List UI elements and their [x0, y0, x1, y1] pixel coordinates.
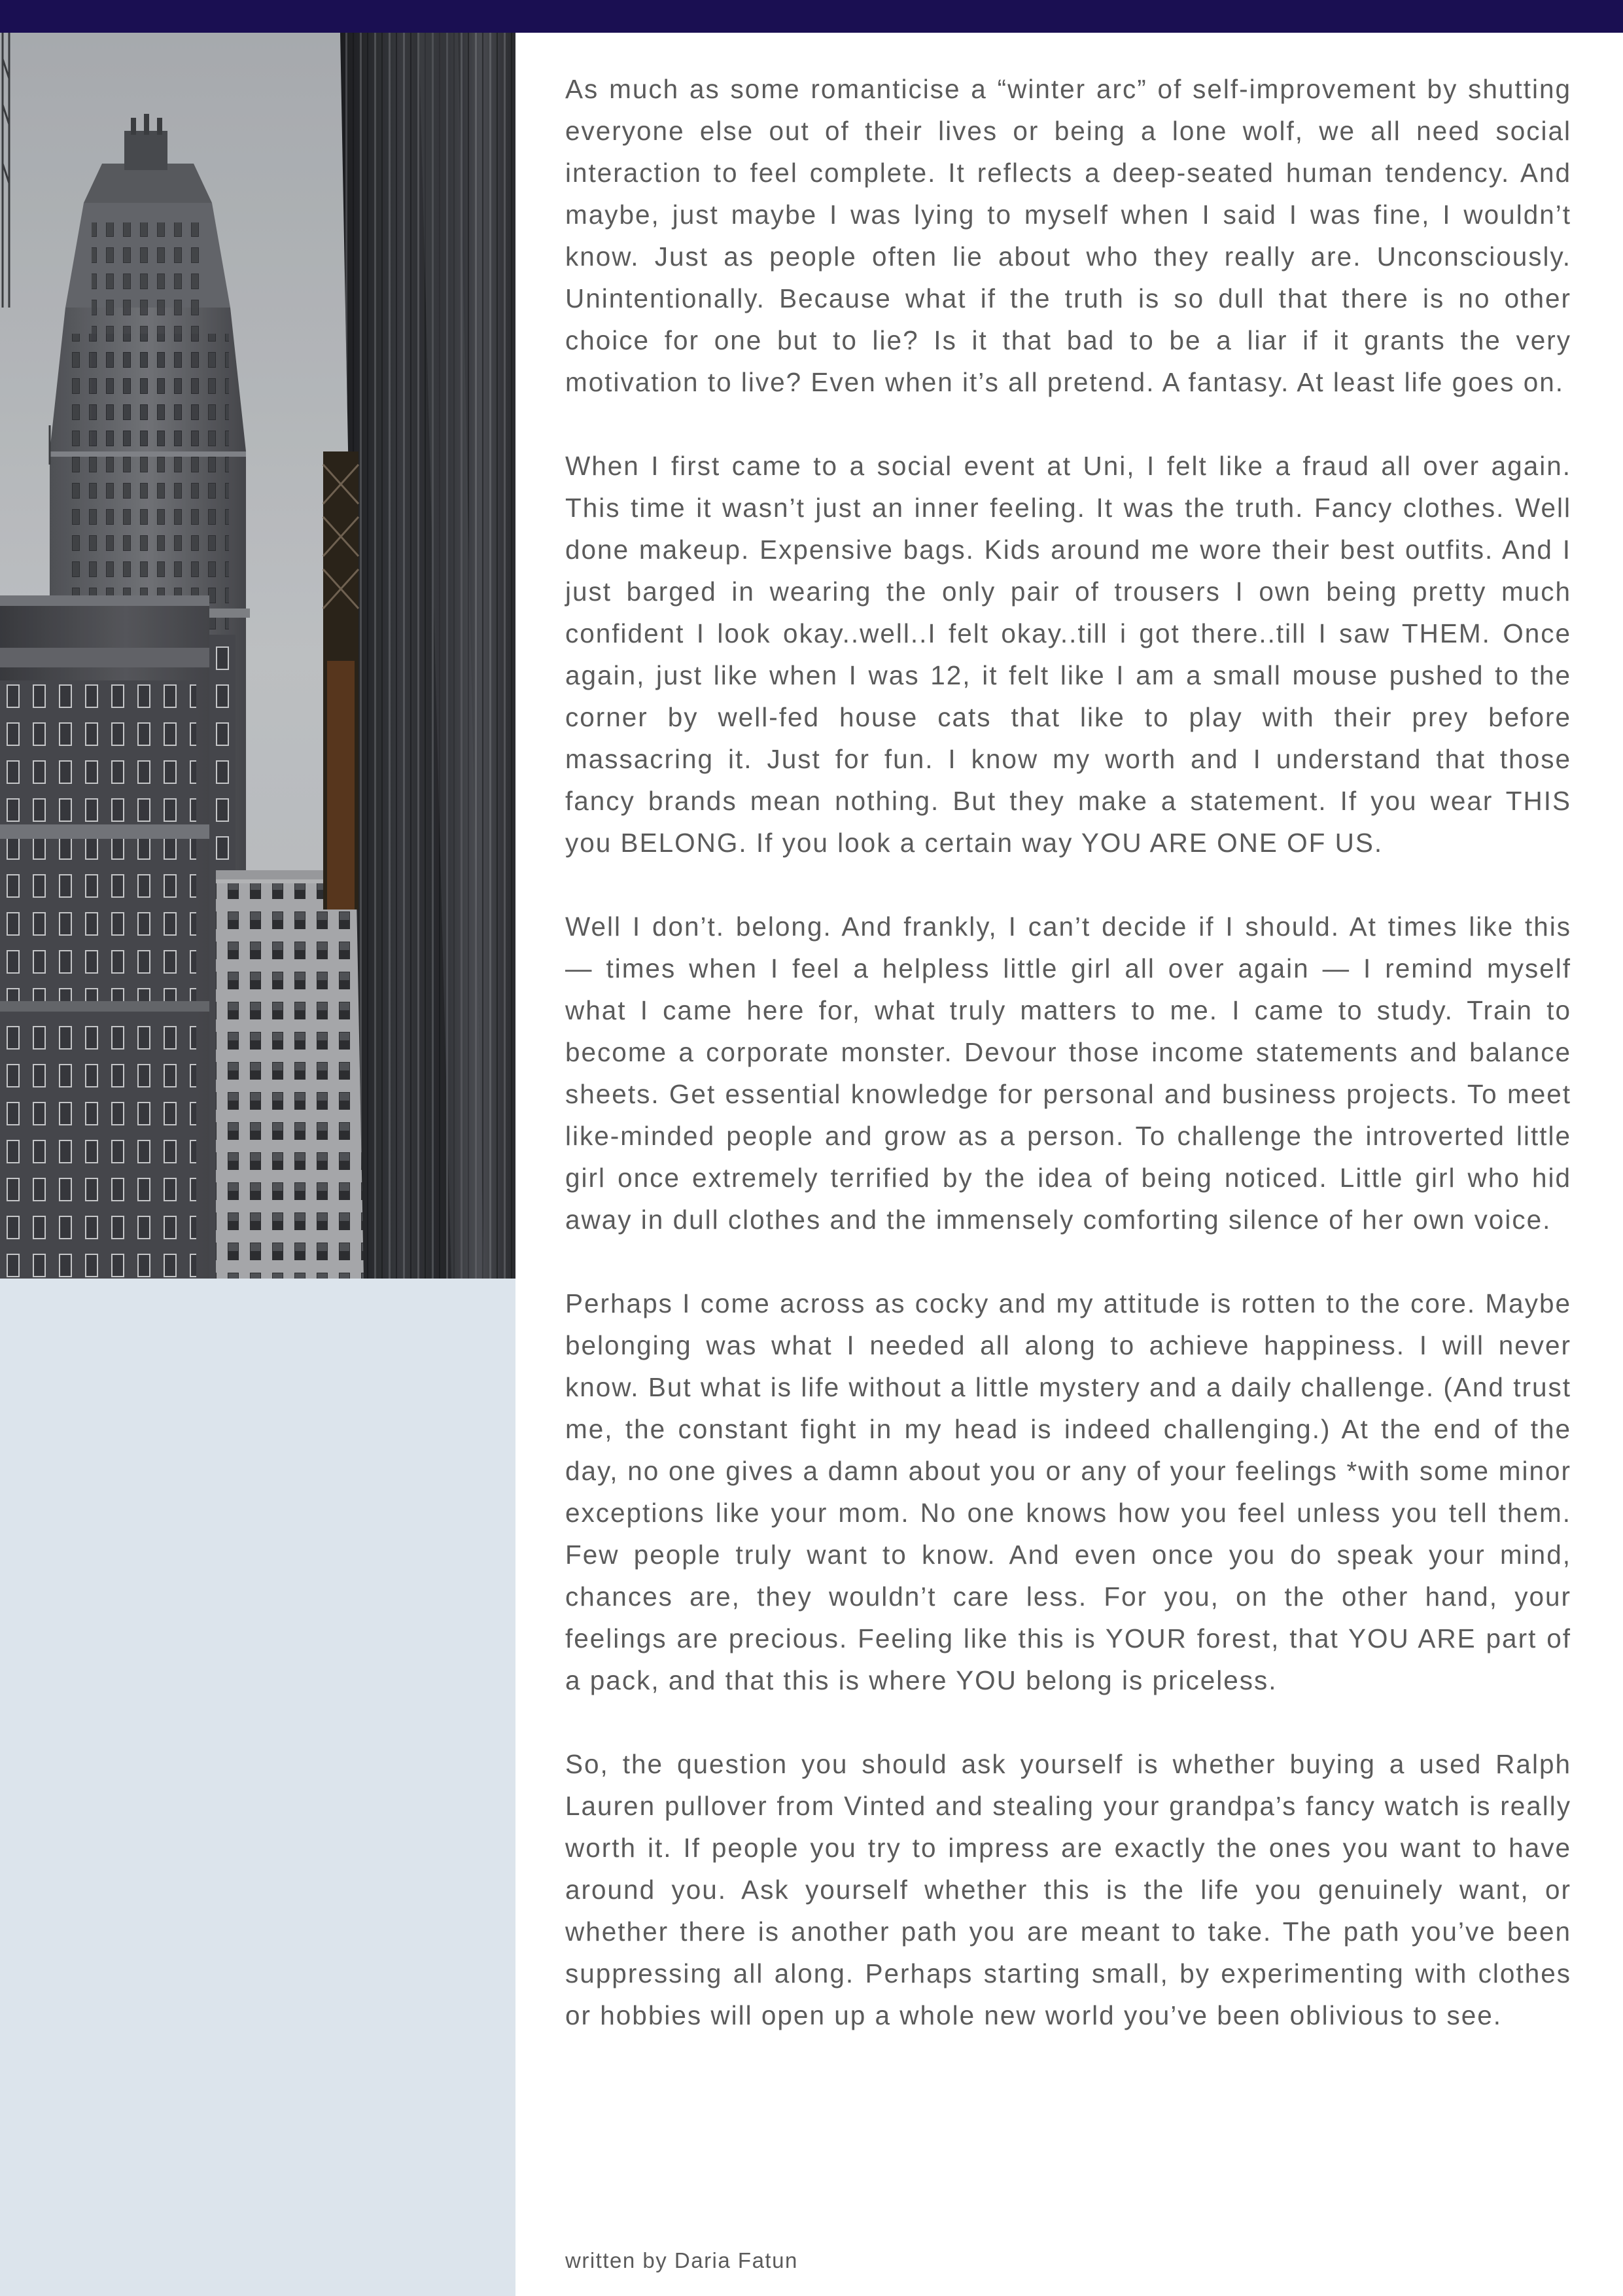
article-paragraph-3: Well I don’t. belong. And frankly, I can’t decide if I should. At times like this — times when I feel a helpless little girl all over again — I remind myself what I came here for, what truly matters to me. I came to study. Train to become a corporate monster. Devour those income statements and balance sheets. Get essential knowledge for personal and business projects. To meet like-minded people and grow as a person. To challenge the introverted little girl once extremely terrified by the idea of being noticed. Little girl who hid away in dull clothes and the immensely comforting silence of her own voice. [565, 911, 1571, 1235]
article-paragraph-4: Perhaps I come across as cocky and my attitude is rotten to the core. Maybe belonging was what I needed all along to achieve happiness. I will never know. But what is life without a little mystery and a daily challenge. (And trust me, the constant fight in my head is indeed challenging.) At the end of the day, no one gives a damn about you or any of your feelings *with some minor exceptions like your mom. No one knows how you feel unless you tell them. Few people truly want to know. And even once you do speak your mind, chances are, they wouldn’t care less. For you, on the other hand, your feelings are precious. Feeling like this is YOUR forest, that YOU ARE part of a pack, and that this is where YOU belong is priceless. [565, 1288, 1571, 1695]
skyscraper-photo [0, 33, 515, 1279]
author-byline: written by Daria Fatun [565, 2248, 798, 2272]
article-paragraph-1: As much as some romanticise a “winter arc” of self-improvement by shutting everyone else out of their lives or being a lone wolf, we all need social interaction to feel complete. It reflects a deep-seated human tendency. And maybe, just maybe I was lying to myself when I said I was fine, I wouldn’t know. Just as people often lie about who they really are. Unconsciously. Unintentionally. Because what if the truth is so dull that there is no other choice for one but to lie? Is it that bad to be a liar if it grants the very motivation to live? Even when it’s all pretend. A fantasy. At least life goes on. [565, 74, 1571, 397]
top-bar [0, 0, 1623, 33]
article-paragraph-2: When I first came to a social event at Uni, I felt like a fraud all over again. This time it wasn’t just an inner feeling. It was the truth. Fancy clothes. Well done makeup. Expensive bags. Kids around me wore their best outfits. And I just barged in wearing the only pair of trousers I own being pretty much confident I look okay..well..I felt okay..till i got there..till I saw THEM. Once again, just like when I was 12, it felt like I am a small mouse pushed to the corner by well-fed house cats that like to play with their prey before massacring it. Just for fun. I know my worth and I understand that those fancy brands mean nothing. But they make a statement. If you wear THIS you BELONG. If you look a certain way YOU ARE ONE OF US. [565, 451, 1571, 858]
article-body [565, 68, 1571, 2078]
article-paragraph-5: So, the question you should ask yourself is whether buying a used Ralph Lauren pullover from Vinted and stealing your grandpa’s fancy watch is really worth it. If people you try to impress are exactly the ones you want to have around you. Ask yourself whether this is the life you genuinely want, or whether there is another path you are meant to take. The path you’ve been suppressing all along. Perhaps starting small, by experimenting with clothes or hobbies will open up a whole new world you’ve been oblivious to see. [565, 1749, 1571, 2030]
